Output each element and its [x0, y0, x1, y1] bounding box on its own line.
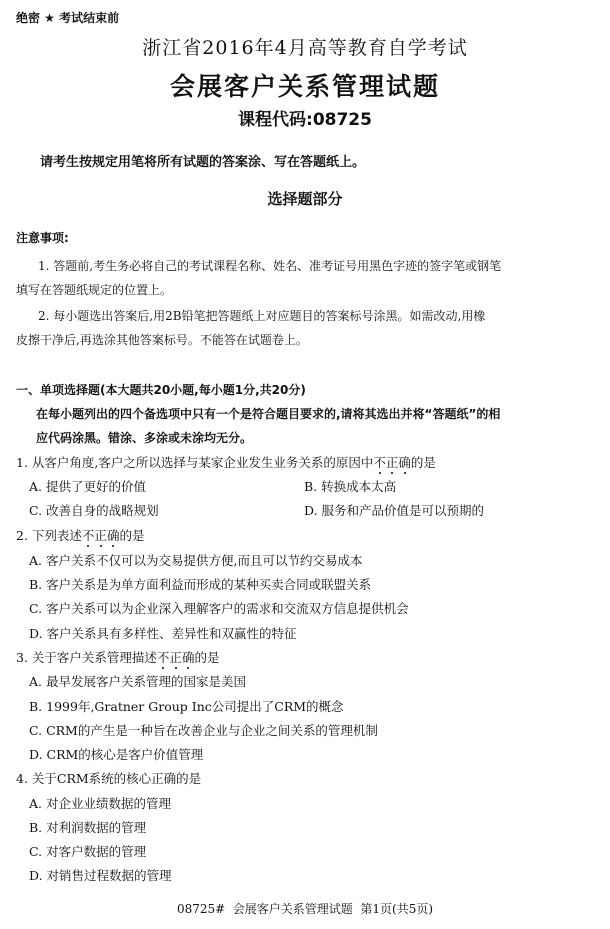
question-2-stem-text: 2. 下列表述	[16, 528, 82, 543]
question-3-option-d: D. CRM的核心是客户价值管理	[29, 747, 204, 762]
answer-instruction: 请考生按规定用笔将所有试题的答案涂、写在答题纸上。	[40, 155, 366, 170]
question-1-option-c: C. 改善自身的战略规划	[29, 503, 159, 518]
question-4-option-b: B. 对利润数据的管理	[29, 820, 147, 835]
question-3-stem-end: 的是	[194, 650, 220, 665]
emphasis-char: 不	[373, 455, 386, 470]
question-2-option-a: A. 客户关系不仅可以为交易提供方便,而且可以节约交易成本	[29, 553, 363, 568]
section-title: 选择题部分	[267, 190, 343, 208]
subject-title: 会展客户关系管理试题	[169, 72, 440, 101]
question-4-option-c: C. 对客户数据的管理	[29, 844, 147, 859]
note-1-line-2: 填写在答题纸规定的位置上。	[16, 283, 173, 297]
question-1-option-d: D. 服务和产品价值是可以预期的	[304, 503, 485, 518]
emphasis-char: 正	[94, 528, 107, 543]
note-2-line-2: 皮擦干净后,再选涂其他答案标号。不能答在试题卷上。	[16, 333, 308, 347]
question-3-option-a: A. 最早发展客户关系管理的国家是美国	[29, 674, 246, 689]
question-3-stem-text: 3. 关于客户关系管理描述	[16, 650, 157, 665]
notes-heading: 注意事项:	[16, 231, 69, 245]
note-1-line-1: 1. 答题前,考生务必将自己的考试课程名称、姓名、准考证号用黑色字迹的签字笔或钢笔	[38, 259, 502, 273]
note-2-line-1: 2. 每小题选出答案后,用2B铅笔把答题纸上对应题目的答案标号涂黑。如需改动,用橡	[38, 309, 486, 323]
emphasis-char: 确	[181, 650, 195, 665]
question-1-stem	[16, 453, 436, 471]
confidential-mark: 绝密 ★ 考试结束前	[16, 11, 120, 25]
emphasis-char: 正	[385, 455, 399, 470]
question-3-option-c: C. CRM的产生是一种旨在改善企业与企业之间关系的管理机制	[29, 723, 378, 738]
question-1-option-b: B. 转换成本太高	[304, 479, 397, 494]
exam-title: 浙江省2016年4月高等教育自学考试	[142, 37, 468, 59]
question-1-stem-text: 1. 从客户角度,客户之所以选择与某家企业发生业务关系的原因中	[16, 455, 374, 470]
page-footer: 08725# 会展客户关系管理试题 第1页(共5页)	[176, 902, 434, 916]
part-1-heading: 一、单项选择题(本大题共20小题,每小题1分,共20分)	[16, 383, 306, 397]
question-2-option-d: D. 客户关系具有多样性、差异性和双赢性的特征	[29, 626, 297, 641]
question-2-stem-end: 的是	[119, 528, 145, 543]
question-3-option-b: B. 1999年,Gratner Group Inc公司提出了CRM的概念	[29, 699, 344, 714]
question-2-stem	[16, 526, 144, 544]
question-1-stem-end: 的是	[410, 455, 436, 470]
question-1-option-a: A. 提供了更好的价值	[29, 479, 146, 494]
emphasis-char: 不	[156, 650, 170, 665]
emphasis-char: 确	[398, 455, 411, 470]
question-4-option-d: D. 对销售过程数据的管理	[29, 868, 172, 883]
emphasis-char: 确	[106, 528, 120, 543]
question-2-option-b: B. 客户关系是为单方面利益而形成的某种买卖合同或联盟关系	[29, 577, 372, 592]
emphasis-char: 正	[169, 650, 182, 665]
question-3-stem	[16, 648, 219, 666]
question-4-stem: 4. 关于CRM系统的核心正确的是	[16, 771, 202, 786]
question-2-option-c: C. 客户关系可以为企业深入理解客户的需求和交流双方信息提供机会	[29, 601, 409, 616]
emphasis-char: 不	[81, 528, 95, 543]
course-code: 课程代码:08725	[238, 110, 372, 130]
part-1-desc-line-2: 应代码涂黑。错涂、多涂或未涂均无分。	[36, 431, 253, 445]
part-1-desc-line-1: 在每小题列出的四个备选项中只有一个是符合题目要求的,请将其选出并将“答题纸”的相	[36, 407, 501, 421]
question-4-option-a: A. 对企业业绩数据的管理	[29, 796, 171, 811]
